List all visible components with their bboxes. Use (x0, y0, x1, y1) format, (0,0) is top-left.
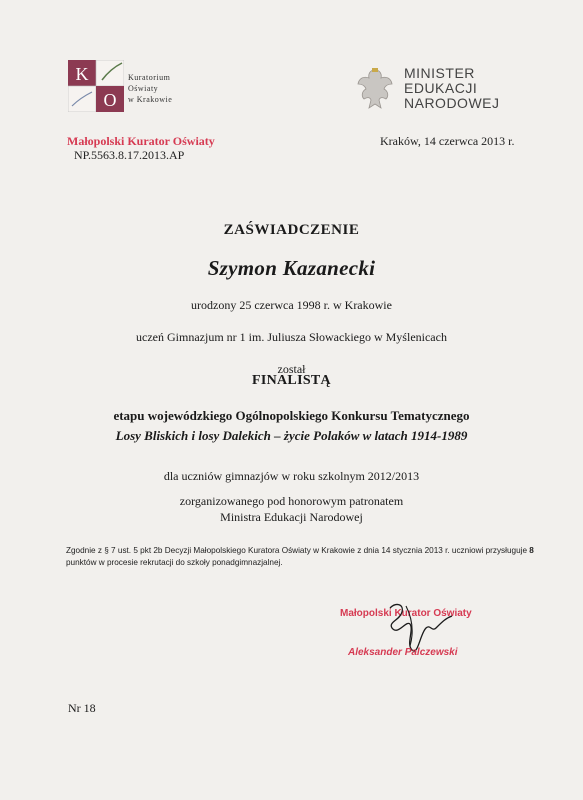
certificate-number: Nr 18 (68, 701, 96, 715)
ministry-text-line: MINISTER (404, 65, 475, 81)
logo-text-line: w Krakowie (128, 95, 173, 104)
kurator-stamp: Małopolski Kurator Oświaty (67, 134, 215, 148)
reference-number: NP.5563.8.17.2013.AP (74, 148, 185, 162)
stage-line: etapu wojewódzkiego Ogólnopolskiego Konkursu Tematycznego (113, 408, 470, 423)
patronage-line: zorganizowanego pod honorowym patronatem (179, 494, 404, 508)
ministry-text-line: EDUKACJI (404, 80, 478, 96)
recipient-name: Szymon Kazanecki (207, 256, 376, 280)
signature-stamp-title: Małopolski Kurator Oświaty (340, 608, 472, 619)
logo-text-line: Oświaty (128, 84, 159, 93)
patronage-line: Ministra Edukacji Narodowej (220, 510, 363, 524)
birth-line: urodzony 25 czerwca 1998 r. w Krakowie (191, 298, 392, 312)
ministry-logo-text (404, 66, 500, 111)
kuratorium-logo (68, 60, 124, 112)
certificate-title: ZAŚWIADCZENIE (223, 222, 360, 238)
school-year-line: dla uczniów gimnazjów w roku szkolnym 2012/2013 (163, 469, 420, 483)
status-label: FINALISTĄ (252, 373, 331, 388)
kuratorium-logo-text (128, 72, 172, 105)
footnote (66, 545, 536, 569)
issue-date: Kraków, 14 czerwca 2013 r. (380, 134, 515, 148)
footnote-points: 8 (529, 546, 534, 555)
eagle-emblem-icon (356, 66, 394, 112)
signature-stamp-name: Aleksander Palczewski (348, 647, 458, 658)
ministry-text-line: NARODOWEJ (404, 95, 500, 111)
svg-text:K: K (75, 64, 89, 84)
was-label: został (277, 362, 306, 376)
footnote-text: Zgodnie z § 7 ust. 5 pkt 2b Decyzji Małopolskiego Kuratora Oświaty w Krakowie z dnia 14 stycznia 2013 r. uczniowi przysługuje (66, 546, 530, 555)
school-line: uczeń Gimnazjum nr 1 im. Juliusza Słowackiego w Myślenicach (136, 330, 447, 344)
logo-text-line: Kuratorium (128, 73, 171, 82)
contest-title: Losy Bliskich i losy Dalekich – życie Polaków w latach 1914-1989 (115, 428, 468, 443)
svg-text:O: O (103, 90, 117, 110)
footnote-text: punktów w procesie rekrutacji do szkoły ponadgimnazjalnej. (66, 558, 283, 567)
